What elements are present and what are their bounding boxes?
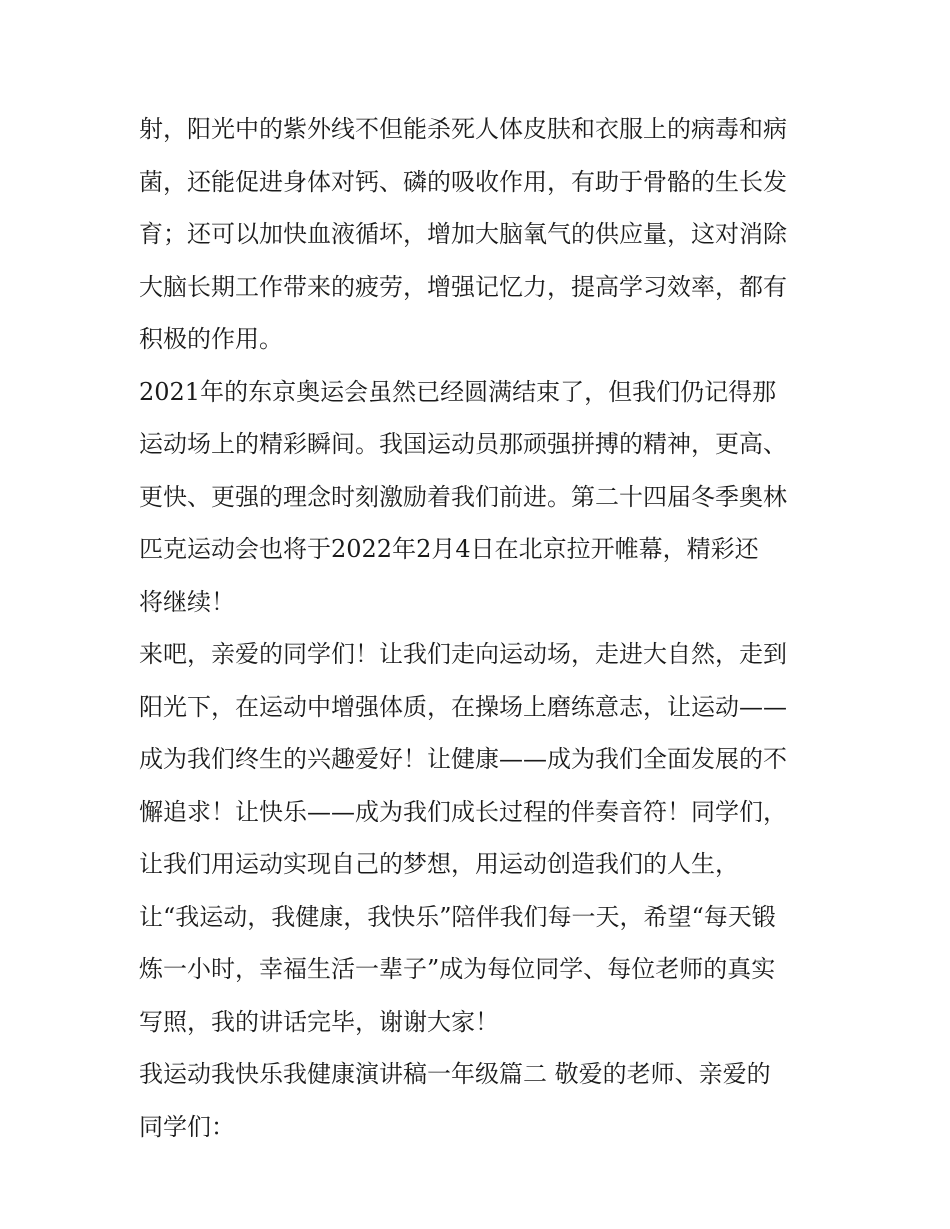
text-line: 写照，我的讲话完毕，谢谢大家！ <box>139 1007 499 1036</box>
text-line: 2021年的东京奥运会虽然已经圆满结束了，但我们仍记得那 <box>139 377 777 406</box>
text-line: 同学们： <box>139 1112 235 1141</box>
text-line: 来吧，亲爱的同学们！让我们走向运动场，走进大自然，走到 <box>139 640 787 668</box>
text-line: 运动场上的精彩瞬间。我国运动员那顽强拼搏的精神，更高、 <box>139 430 787 458</box>
text-line: 炼一小时，幸福生活一辈子”成为每位同学、每位老师的真实 <box>139 955 776 983</box>
text-line: 菌，还能促进身体对钙、磷的吸收作用，有助于骨骼的生长发 <box>139 167 787 196</box>
text-line: 大脑长期工作带来的疲劳，增强记忆力，提高学习效率，都有 <box>139 272 787 301</box>
text-line: 射，阳光中的紫外线不但能杀死人体皮肤和衣服上的病毒和病 <box>139 115 787 143</box>
text-line: 育；还可以加快血液循坏，增加大脑氧气的供应量，这对消除 <box>139 220 787 248</box>
text-line: 懈追求！让快乐——成为我们成长过程的伴奏音符！同学们， <box>139 797 787 826</box>
text-line: 更快、更强的理念时刻激励着我们前进。第二十四届冬季奥林 <box>139 482 787 511</box>
text-line: 我运动我快乐我健康演讲稿一年级篇二 敬爱的老师、亲爱的 <box>139 1060 771 1088</box>
text-line: 成为我们终生的兴趣爱好！让健康——成为我们全面发展的不 <box>139 745 787 773</box>
text-line: 积极的作用。 <box>139 325 283 353</box>
text-line: 阳光下，在运动中增强体质，在操场上磨练意志，让运动—— <box>139 692 787 721</box>
text-line: 让“我运动，我健康，我快乐”陪伴我们每一天，希望“每天锻 <box>139 902 776 931</box>
document-body <box>139 103 819 1153</box>
text-line: 让我们用运动实现自己的梦想，用运动创造我们的人生， <box>139 850 739 878</box>
text-line: 匹克运动会也将于2022年2月4日在北京拉开帷幕，精彩还 <box>139 535 759 563</box>
text-line: 将继续！ <box>139 587 235 616</box>
